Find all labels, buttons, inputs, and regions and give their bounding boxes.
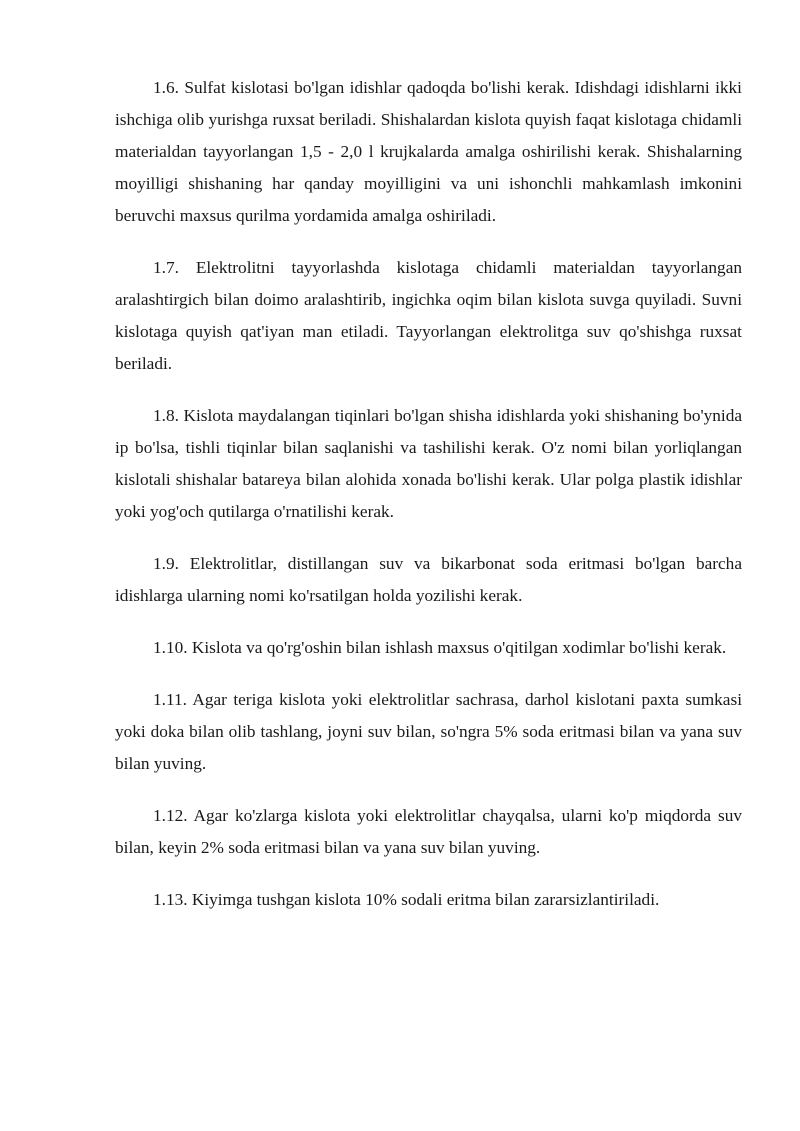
paragraph-1-12: 1.12. Agar ko'zlarga kislota yoki elektrolitlar chayqalsa, ularni ko'p miqdorda suv bilan, keyin 2% soda eritmasi bilan va yana suv bilan yuving. [115, 806, 742, 857]
paragraph-1-13: 1.13. Kiyimga tushgan kislota 10% sodali eritma bilan zararsizlantiriladi. [153, 890, 660, 909]
document-page [115, 72, 742, 936]
paragraph-1-8: 1.8. Kislota maydalangan tiqinlari bo'lgan shisha idishlarda yoki shishaning bo'ynida ip bo'lsa, tishli tiqinlar bilan saqlanishi va tashilishi kerak. O'z nomi bilan yorliqlangan kislotali shishalar batareya bilan alohida xonada bo'lishi kerak. Ular polga plastik idishlar yoki yog'och qutilarga o'rnatilishi kerak. [115, 406, 742, 521]
paragraph-1-7: 1.7. Elektrolitni tayyorlashda kislotaga chidamli materialdan tayyorlangan aralashtirgich bilan doimo aralashtirib, ingichka oqim bilan kislota suvga quyiladi. Suvni kislotaga quyish qat'iyan man etiladi. Tayyorlangan elektrolitga suv qo'shishga ruxsat beriladi. [115, 258, 742, 373]
paragraph-1-6: 1.6. Sulfat kislotasi bo'lgan idishlar qadoqda bo'lishi kerak. Idishdagi idishlarni ikki ishchiga olib yurishga ruxsat beriladi. Shishalardan kislota quyish faqat kislotaga chidamli materialdan tayyorlangan 1,5 - 2,0 l krujkalarda amalga oshirilishi kerak. Shishalarning moyilligi shishaning har qanday moyilligini va uni ishonchli mahkamlash imkonini beruvchi maxsus qurilma yordamida amalga oshiriladi. [115, 78, 742, 225]
paragraph-1-10: 1.10. Kislota va qo'rg'oshin bilan ishlash maxsus o'qitilgan xodimlar bo'lishi kerak. [153, 638, 727, 657]
paragraph-1-11: 1.11. Agar teriga kislota yoki elektrolitlar sachrasa, darhol kislotani paxta sumkasi yoki doka bilan olib tashlang, joyni suv bilan, so'ngra 5% soda eritmasi bilan va yana suv bilan yuving. [115, 690, 742, 773]
paragraph-1-9: 1.9. Elektrolitlar, distillangan suv va bikarbonat soda eritmasi bo'lgan barcha idishlarga ularning nomi ko'rsatilgan holda yozilishi kerak. [115, 554, 742, 605]
